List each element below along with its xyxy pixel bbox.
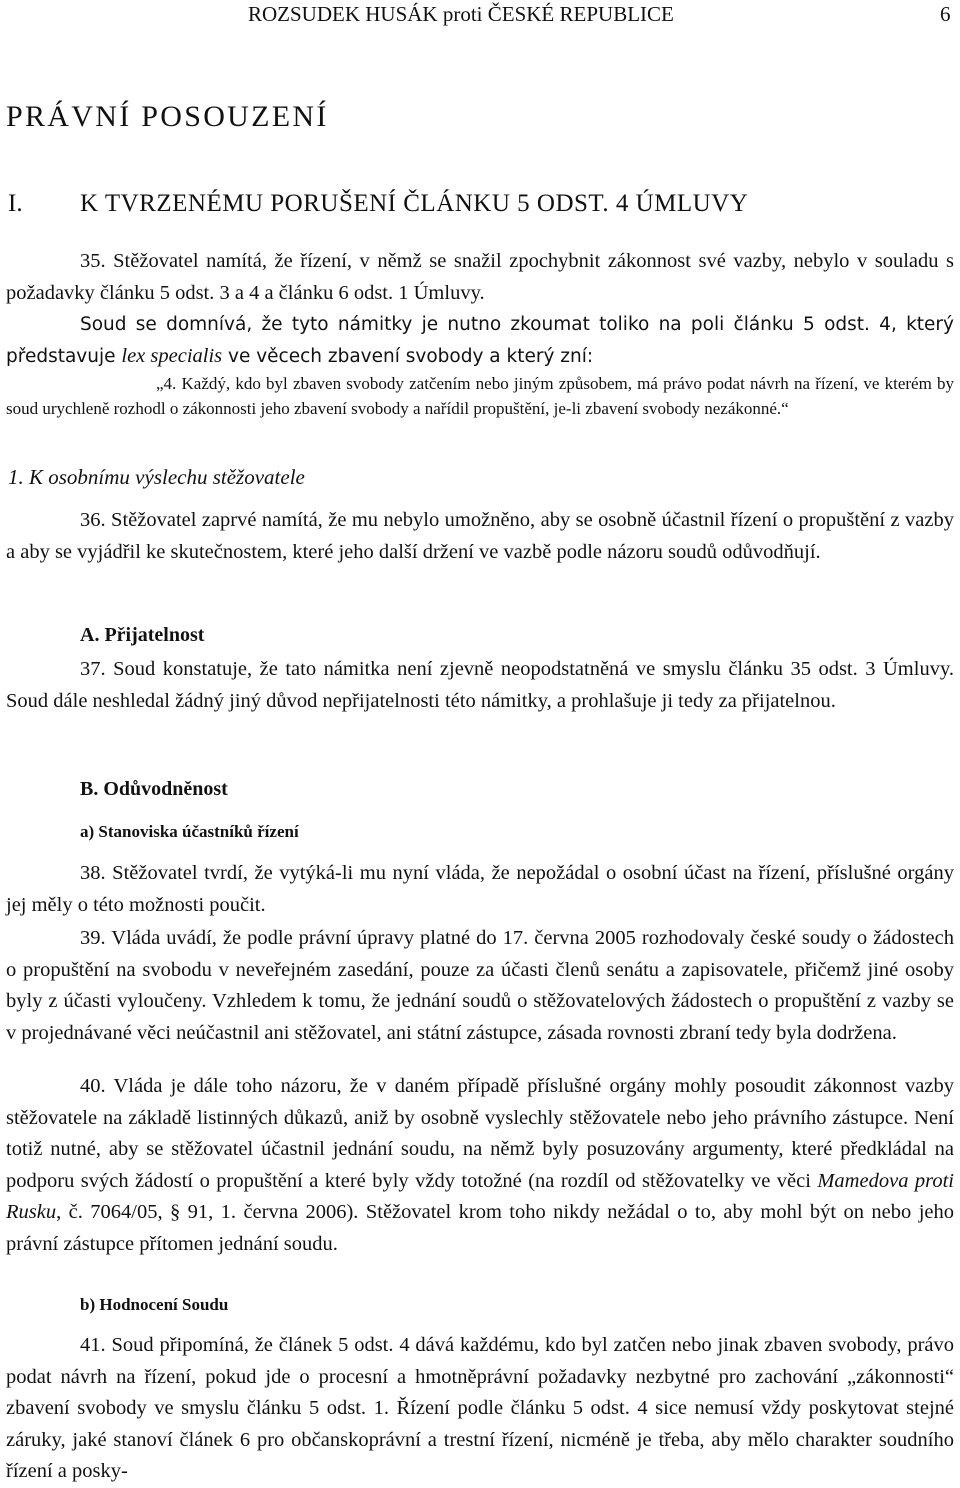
article-quote: „4. Každý, kdo byl zbaven svobody zatčením nebo jiným způsobem, má právo podat návrh na řízení, ve kterém by soud urychleně rozhodl o zákonnosti jeho zbavení svobody a nařídil propuštění, je-li zbavení svobody nezákonné.“ bbox=[6, 374, 954, 418]
heading-admissibility: A. Přijatelnost bbox=[80, 624, 205, 646]
heading-merits: B. Odůvodněnost bbox=[80, 778, 228, 800]
page-header bbox=[0, 0, 960, 30]
paragraph-41: 41. Soud připomíná, že článek 5 odst. 4 dává každému, kdo byl zatčen nebo jinak zbaven svobody, právo podat návrh na řízení, pokud jde o procesní a hmotněprávní požadavky nezbytné pro zachování „zákonnosti“ zbavení svobody ve smyslu článku 5 odst. 1. Řízení podle článku 5 odst. 4 sice nemusí vždy poskytovat stejné záruky, jaké stanoví článek 6 pro občanskoprávní a trestní řízení, nicméně je třeba, aby mělo charakter soudního řízení a posky- bbox=[6, 1334, 954, 1482]
chapter-number: I. bbox=[8, 190, 23, 217]
paragraph-38: 38. Stěžovatel tvrdí, že vytýká-li mu nyní vláda, že nepožádal o osobní účast na řízení, příslušné orgány jej měly o této možnosti poučit. bbox=[6, 862, 954, 916]
paragraph-35-text: 35. Stěžovatel namítá, že řízení, v němž se snažil zpochybnit zákonnost své vazby, nebylo v souladu s požadavky článku 5 odst. 3 a 4 a článku 6 odst. 1 Úmluvy. bbox=[6, 250, 954, 304]
heading-parties-positions: a) Stanoviska účastníků řízení bbox=[80, 822, 299, 841]
subheading-personal-hearing: 1. K osobnímu výslechu stěžovatele bbox=[8, 465, 305, 489]
paragraph-39: 39. Vláda uvádí, že podle právní úpravy platné do 17. června 2005 rozhodovaly české soudy o žádostech o propuštění na svobodu v neveřejném zasedání, pouze za účasti členů senátu a zapisovatele, přičemž jiné osoby byly z účasti vyloučeny. Vzhledem k tomu, že jednání soudů o stěžovatelových žádostech o propuštění z vazby se v projednávané věci neúčastnil ani stěžovatel, ani státní zástupce, zásada rovnosti zbraní tedy byla dodržena. bbox=[6, 927, 954, 1044]
heading-court-assessment: b) Hodnocení Soudu bbox=[80, 1295, 229, 1314]
case-citation: Mamedova proti Rusku bbox=[6, 1169, 954, 1223]
section-title: PRÁVNÍ POSOUZENÍ bbox=[6, 100, 329, 133]
paragraph-35 bbox=[6, 246, 954, 372]
paragraph-36: 36. Stěžovatel zaprvé namítá, že mu nebylo umožněno, aby se osobně účastnil řízení o propuštění z vazby a aby se vyjádřil ke skutečnostem, které jeho další držení ve vazbě podle názoru soudů odůvodňují. bbox=[6, 509, 954, 563]
paragraph-35-text2: Soud se domnívá, že tyto námitky je nutno zkoumat toliko na poli článku 5 odst. 4, který představuje lex specialis ve věcech zbavení svobody a který zní: bbox=[6, 314, 954, 367]
header-title: ROZSUDEK HUSÁK proti ČESKÉ REPUBLICE bbox=[248, 2, 674, 26]
paragraph-40: 40. Vláda je dále toho názoru, že v daném případě příslušné orgány mohly posoudit zákonnost vazby stěžovatele na základě listinných důkazů, aniž by osobně vyslechly stěžovatele nebo jeho právního zástupce. Není totiž nutné, aby se stěžovatel účastnil jednání soudu, na němž byly posuzovány argumenty, které předkládal na podporu svých žádostí o propuštění a které byly vždy totožné (na rozdíl od stěžovatelky ve věci Mamedova proti Rusku, č. 7064/05, § 91, 1. června 2006). Stěžovatel krom toho nikdy nežádal o to, aby mohl být on nebo jeho právní zástupce přítomen jednání soudu. bbox=[6, 1075, 954, 1255]
lex-specialis-term: lex specialis bbox=[121, 344, 223, 367]
chapter-title: K TVRZENÉMU PORUŠENÍ ČLÁNKU 5 ODST. 4 ÚMLUVY bbox=[80, 190, 749, 217]
paragraph-37: 37. Soud konstatuje, že tato námitka není zjevně neopodstatněná ve smyslu článku 35 odst. 3 Úmluvy. Soud dále neshledal žádný jiný důvod nepřijatelnosti této námitky, a prohlašuje ji tedy za přijatelnou. bbox=[6, 658, 954, 712]
page-number: 6 bbox=[940, 2, 951, 26]
